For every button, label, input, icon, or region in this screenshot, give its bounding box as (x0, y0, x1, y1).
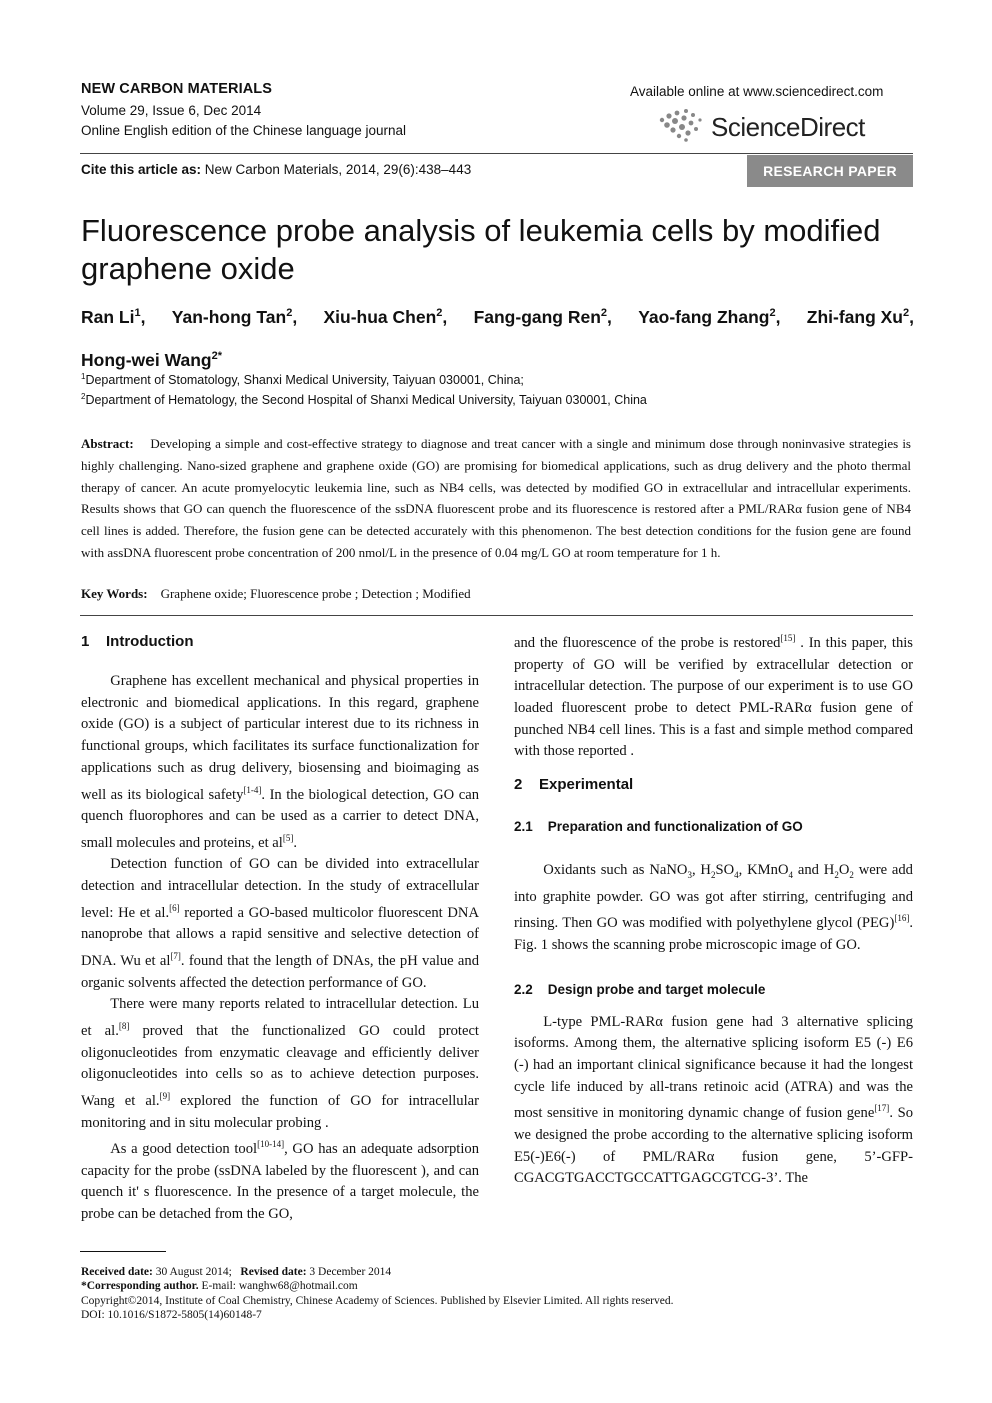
cite-label: Cite this article as: (81, 162, 202, 177)
sciencedirect-logo-text: ScienceDirect (711, 112, 865, 142)
abstract-label: Abstract: (81, 436, 134, 451)
citation-line (81, 162, 471, 177)
paragraph: Graphene has excellent mechanical and physical properties in electronic and biomedical applications. In this regard, graphene oxide (GO) is a subject of particular interest due to its richness in functional groups, which facilitates its surface functionalization for applications such as drug delivery, biosensing and bioimaging as well as its biological safety[1-4]. In the biological detection, GO can quench fluorophores and can be used as a carrier to detect DNA, small molecules and proteins, et al[5]. (81, 673, 480, 851)
paragraph: Detection function of GO can be divided into extracellular detection and intracellular detection. In the study of extracellular level: He et al.[6] reported a GO-based multicolor fluorescent DNA nanoprobe that allows a rapid sensitive and selective detection of DNA. Wu et al[7]. found that the length of DNAs, the pH value and organic solvents affected the detection performance of GO. (81, 856, 479, 991)
section-heading-introduction: 1 Introduction (81, 633, 194, 650)
cite-value: New Carbon Materials, 2014, 29(6):438–443 (201, 162, 472, 177)
author: Yan-hong Tan$^2$, (171, 306, 298, 327)
author: Ran Li$^1$, (81, 306, 146, 327)
paragraph: L-type PML-RARα fusion gene had 3 alternative splicing isoforms. Among them, the alternative splicing isoform E5 (-) E6 (-) had an important clinical significance because it had the longest cycle life induced by all-trans retinoic acid (ATRA) and was the most sensitive in monitoring dynamic change of fusion gene[17]. So we designed the probe according to the alternative splicing isoform E5(-)E6(-) of PML/RARα fusion gene, 5’-GFP-CGACGTGACCTGCCATTGAGCGTCG-3’. The (514, 1013, 913, 1187)
journal-edition: Online English edition of the Chinese language journal (81, 123, 406, 138)
subsection-heading-preparation: 2.1 Preparation and functionalization of GO (514, 819, 803, 834)
footnotes (81, 1265, 673, 1323)
body-column-right (514, 628, 913, 1190)
abstract-divider (80, 615, 913, 616)
author: Fang-gang Ren$^2$, (473, 306, 612, 327)
article-title: Fluorescence probe analysis of leukemia cells by modified graphene oxide (81, 213, 881, 286)
footnote-divider (80, 1251, 166, 1252)
abstract (81, 433, 911, 564)
abstract-text: Developing a simple and cost-effective strategy to diagnose and treat cancer with a single and minimum dose through noninvasive strategies is highly challenging. Nano-sized graphene and graphene oxide (GO) are promising for biomedical applications, such as drug delivery and the photo thermal therapy of cancer. An acute promyelocytic leukemia line, such as NB4 cells, was detected by modified GO in extracellular and intracellular experiments. Results shows that GO can quench the fluorescence of the ssDNA fluorescent probe and its fluorescence is restored after a PML/RARα fusion gene of NB4 cell lines is added. Therefore, the fusion gene can be detected accurately with this phenomenon. The best detection conditions for the fusion gene are found with assDNA fluorescent probe concentration of 200 nmol/L in the presence of 0.04 mg/L GO at room temperature for 1 h. (81, 436, 911, 560)
author: Zhi-fang Xu$^2$, (806, 306, 914, 327)
subsection-heading-design: 2.2 Design probe and target molecule (514, 982, 766, 997)
paragraph: As a good detection tool[10-14], GO has an adequate adsorption capacity for the probe (ssDNA labeled by the fluorescent ), and can quench it' s fluorescence. In the presence of a target molecule, the probe can be detached from the GO, (81, 1139, 480, 1223)
author-list (81, 294, 914, 380)
affiliation: $^1$Department of Stomatology, Shanxi Medical University, Taiyuan 030001, China; (81, 372, 524, 388)
research-paper-badge: RESEARCH PAPER (747, 155, 913, 187)
journal-name: NEW CARBON MATERIALS (81, 81, 273, 97)
section-heading-experimental: 2 Experimental (514, 776, 634, 793)
keywords (81, 586, 471, 602)
corresponding-author-line: *Corresponding author. E-mail: wanghw68@hotmail.com (81, 1280, 358, 1293)
paragraph: and the fluorescence of the probe is restored[15] . In this paper, this property of GO will be verified by extracellular detection or intracellular detection. The purpose of our experiment is to use GO loaded fluorescent probe to detect PML-RARα fusion gene of punched NB4 cell lines. This is a fast and simple method compared with those reported . (514, 633, 913, 760)
keywords-text: Graphene oxide; Fluorescence probe ; Detection ; Modified (160, 586, 471, 601)
author: Hong-wei Wang$^{2*}$ (81, 349, 222, 370)
journal-volume: Volume 29, Issue 6, Dec 2014 (81, 103, 262, 118)
available-online-text: Available online at www.sciencedirect.com (630, 84, 884, 99)
affiliation: $^2$Department of Hematology, the Second Hospital of Shanxi Medical University, Taiyuan 030001, China (81, 392, 647, 408)
body-column-left (81, 671, 479, 1226)
paragraph: Oxidants such as NaNO$_3$, $H_2SO_4$, KMnO$_4$ and $H_2O_2$ were add into graphite powder. GO was got after stirring, centrifuging and rinsing. Then GO was modified with polyethylene glycol (PEG)[16]. Fig. 1 shows the scanning probe microscopic image of GO. (514, 862, 913, 953)
paragraph: There were many reports related to intracellular detection. Lu et al.[8] proved that the functionalized GO could protect oligonucleotides from enzymatic cleavage and efficiently deliver oligonucleotides into cells so as to achieve detection purposes. Wang et al.[9] explored the function of GO for intracellular monitoring and in situ molecular probing . (81, 996, 479, 1131)
author: Xiu-hua Chen$^2$, (323, 306, 448, 327)
copyright-line: Copyright©2014, Institute of Coal Chemistry, Chinese Academy of Sciences. Published by Elsevier Limited. All rights reserved. (81, 1294, 674, 1307)
author: Yao-fang Zhang$^2$, (638, 306, 781, 327)
header-divider (80, 153, 913, 154)
doi-line: DOI: 10.1016/S1872-5805(14)60148-7 (81, 1309, 262, 1322)
dates-line: Received date: 30 August 2014; Revised date: 3 December 2014 (81, 1266, 392, 1278)
keywords-label: Key Words: (81, 586, 148, 601)
